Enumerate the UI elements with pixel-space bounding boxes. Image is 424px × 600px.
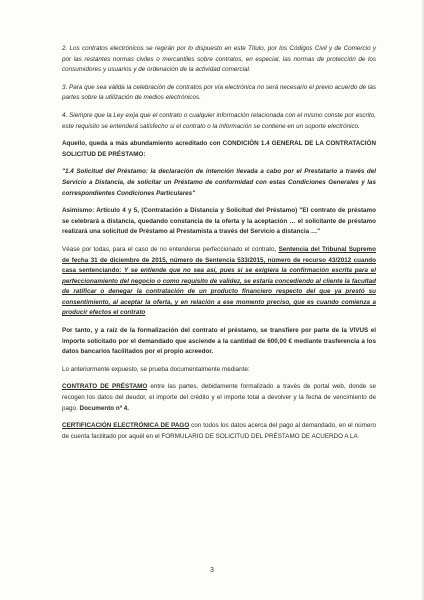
paragraph-jurisprudencia [62,245,376,319]
paragraph-asimismo: Asimismo: Artículo 4 y 5, (Contratación a Distancia y Solicitud del Préstamo) "El contrato de préstamo se celebrará a distancia, quedando constancia de la oferta y la aceptación … el solicitante de préstamo realizará una solicitud de Préstamo al Prestamista a través del Servicio a distancia …" [62,207,376,236]
sentencia-quote: Y se entiende que no sea así, pues si se exigiera la confirmación escrita para el perfeccionamiento del negocio o como requisito de validez, se estaría concediendo al cliente la facultad de ratificar o denegar la contratación de un producto financiero respecto del que ya prestó su consentimiento, al aceptar la oferta, y en relación a ese momento preciso, que es cuando comienza a producir efectos el contrato [62,267,376,317]
paragraph-prueba-intro: Lo anteriormente expuesto, se prueba documentalmente mediante: [62,365,250,373]
document-body [62,44,376,449]
paragraph-certificacion-pago [62,421,376,442]
paragraph-art23-2: 2. Los contratos electrónicos se regirán por lo dispuesto en este Título, por los Códigos Civil y de Comercio y por las restantes normas civiles o mercantiles sobre contratos, en especial, las normas de protección de los consumidores y usuarios y de ordenación de la actividad comercial. [62,45,376,74]
paragraph-art23-4: 4. Siempre que la Ley exija que el contrato o cualquier información relacionada con el mismo conste por escrito, este requisito se entenderá satisfecho si el contrato o la información se contiene en un soporte electrónico. [62,111,376,130]
contrato-title: CONTRATO DE PRÉSTAMO [62,383,148,391]
certificacion-body: con todos los datos acerca del pago al demandado, en el número de cuenta facilitado por aquél en el FORMULARIO DE SOLICITUD DEL PRÉSTAMO DE ACUERDO A LA [62,422,377,440]
contrato-body: entre las partes, debidamente formalizado a través de portal web, donde se recogen los datos del deudor, el importe del crédito y el importe total a devolver y la fecha de vencimiento de pago. [62,383,376,412]
paragraph-art23-3: 3. Para que sea válida la celebración de contratos por vía electrónica no será necesario el previo acuerdo de las partes sobre la utilización de medios electrónicos. [62,83,376,102]
page-number: 3 [210,567,214,574]
paragraph-por-tanto: Por tanto, y a raíz de la formalización del contrato el préstamo, se transfiere por parte de la VIVUS el importe solicitado por el demandado que asciende a la cantidad de 600,00 € mediante trasferencia a los datos bancarios facilitados por el propio acreedor. [62,327,376,356]
contrato-doc-ref: Documento nº 4. [79,404,130,412]
sentencia-reference: Sentencia del Tribunal Supremo de fecha 31 de diciembre de 2015, número de Sentencia 533/2015, número de recurso 43/2012 cuando casa sentenciando: [62,245,376,275]
paragraph-contrato-prestamo [62,382,376,414]
certificacion-title: CERTIFICACIÓN ELECTRÓNICA DE PAGO [62,422,190,430]
jurisprudencia-intro: Véase por todas, para el caso de no entenderse perfeccionado el contrato, [62,245,279,253]
paragraph-condicion-1-4: "1.4 Solicitud del Préstamo: la declaración de intención llevada a cabo por el Prestatario a través del Servicio a Distancia, de solicitar un Préstamo de conformidad con estas Condiciones Generales y las correspondientes Condiciones Particulares" [62,168,376,197]
paragraph-condicion-intro: Aquello, queda a más abundamiento acreditado con CONDICIÓN 1.4 GENERAL DE LA CONTRATACIÓN SOLICITUD DE PRÉSTAMO: [62,140,376,158]
